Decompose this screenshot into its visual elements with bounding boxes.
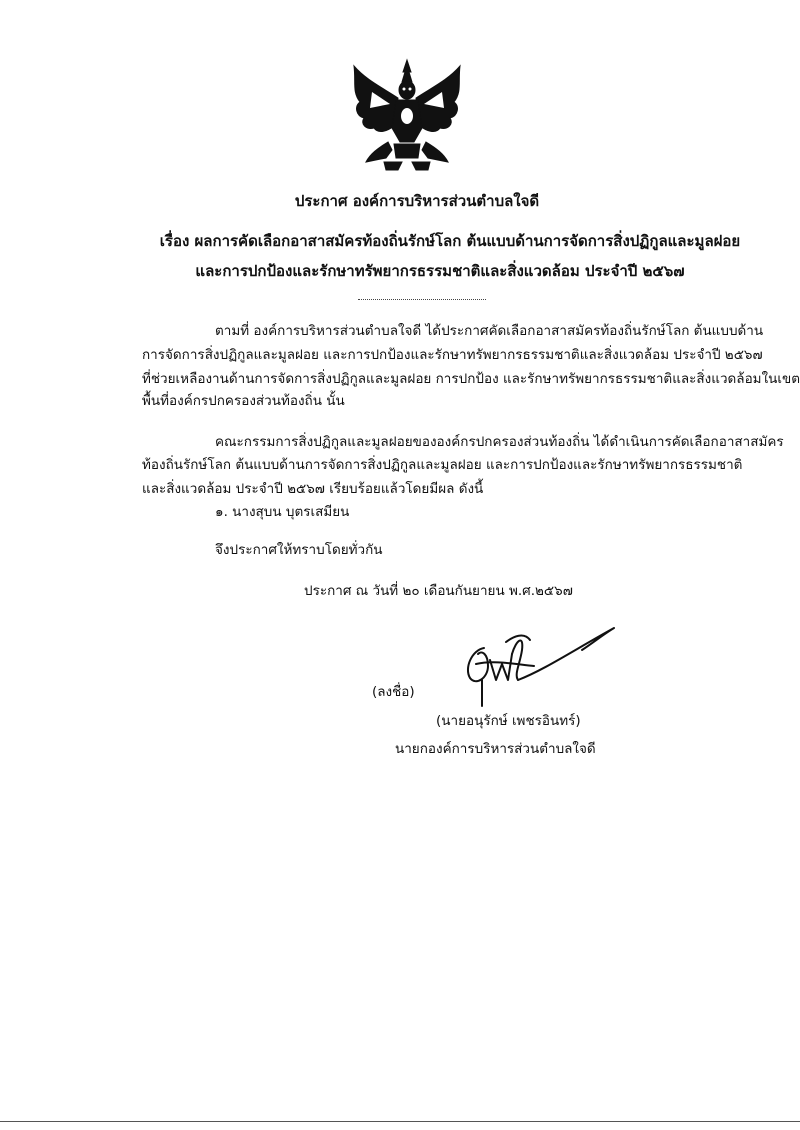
paragraph-2-line-3: และสิ่งแวดล้อม ประจำปี ๒๕๖๗ เรียบร้อยแล้วโดยมีผล ดังนี้ (142, 481, 484, 497)
signatory-position: นายกองค์การบริหารส่วนตำบลใจดี (395, 741, 596, 757)
signatory-name: (นายอนุรักษ์ เพชรอินทร์) (436, 713, 581, 729)
paragraph-1-line-1: ตามที่ องค์การบริหารส่วนตำบลใจดี ได้ประกาศคัดเลือกอาสาสมัครท้องถิ่นรักษ์โลก ต้นแบบด้าน (215, 323, 764, 339)
subject-line-1: เรื่อง ผลการคัดเลือกอาสาสมัครท้องถิ่นรักษ์โลก ต้นแบบด้านการจัดการสิ่งปฏิกูลและมูลฝอย (159, 232, 741, 250)
paragraph-2-line-2: ท้องถิ่นรักษ์โลก ต้นแบบด้านการจัดการสิ่งปฏิกูลและมูลฝอย และการปกป้องและรักษาทรัพยากรธรรมชาติ (142, 457, 743, 473)
signature-label: (ลงชื่อ) (372, 684, 415, 700)
handwritten-signature (454, 620, 624, 720)
announcement-date: ประกาศ ณ วันที่ ๒๐ เดือนกันยายน พ.ศ.๒๕๖๗ (304, 583, 573, 599)
garuda-emblem-icon (348, 58, 466, 172)
announcement-title: ประกาศ องค์การบริหารส่วนตำบลใจดี (294, 192, 540, 210)
paragraph-1-line-2: การจัดการสิ่งปฏิกูลและมูลฝอย และการปกป้องและรักษาทรัพยากรธรรมชาติและสิ่งแวดล้อม ประจำปี ๒๕๖๗ (142, 347, 763, 363)
paragraph-1-line-4: พื้นที่องค์กรปกครองส่วนท้องถิ่น นั้น (142, 393, 345, 409)
subject-line-2: และการปกป้องและรักษาทรัพยากรธรรมชาติและสิ่งแวดล้อม ประจำปี ๒๕๖๗ (195, 262, 685, 280)
closing-statement: จึงประกาศให้ทราบโดยทั่วกัน (215, 542, 383, 558)
title-divider (358, 299, 486, 300)
scan-edge-line (0, 1121, 800, 1122)
result-list-item: ๑. นางสุบน บุตรเสมียน (215, 504, 350, 520)
paragraph-1-line-3: ที่ช่วยเหลืองานด้านการจัดการสิ่งปฏิกูลและมูลฝอย การปกป้อง และรักษาทรัพยากรธรรมชาติและสิ่งแวดล้อมในเขต (142, 371, 800, 387)
paragraph-2-line-1: คณะกรรมการสิ่งปฏิกูลและมูลฝอยขององค์กรปกครองส่วนท้องถิ่น ได้ดำเนินการคัดเลือกอาสาสมัคร (215, 434, 784, 450)
